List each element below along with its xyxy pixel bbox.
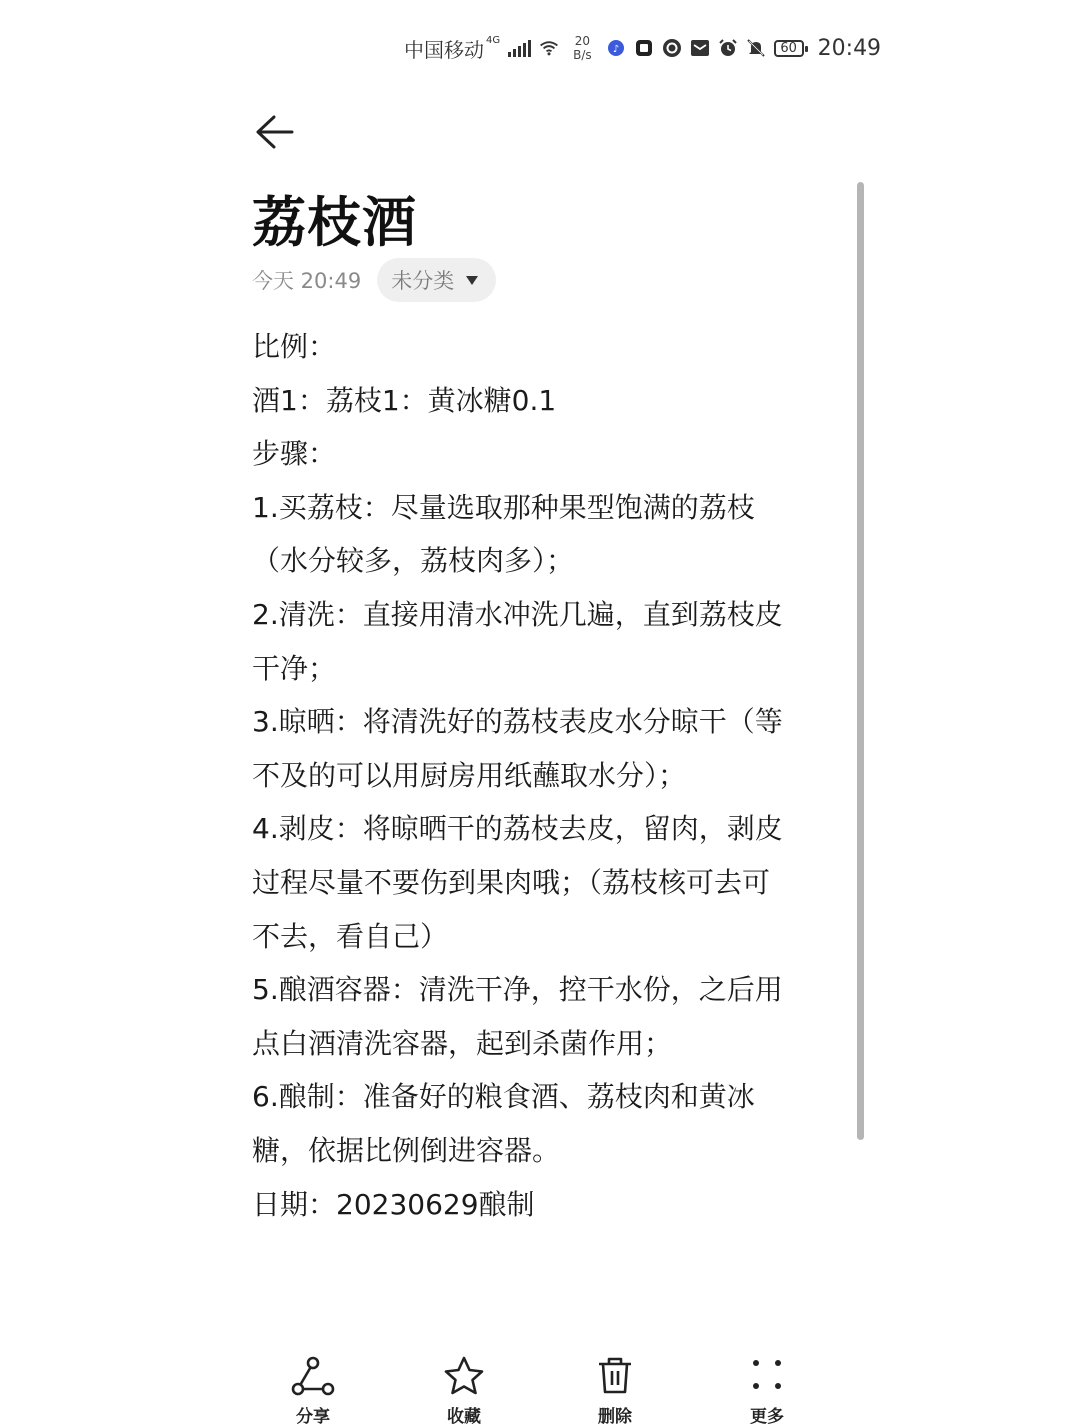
- battery-icon: [774, 40, 804, 57]
- network-type: 4G: [486, 34, 501, 46]
- more-icon: [745, 1356, 789, 1396]
- more-button[interactable]: [717, 1356, 817, 1427]
- star-icon: [442, 1356, 486, 1396]
- note-meta: [252, 258, 496, 302]
- note-line: 点白酒清洗容器，起到杀菌作用；: [252, 1026, 673, 1060]
- favorite-label: 收藏: [447, 1407, 481, 1427]
- bottom-toolbar: [0, 1350, 1080, 1428]
- category-dropdown[interactable]: [377, 258, 496, 302]
- battery-level: 60: [780, 40, 797, 56]
- note-line: 干净；: [252, 651, 337, 685]
- note-date: 今天 20:49: [252, 269, 362, 293]
- carrier-name: 中国移动: [404, 37, 484, 62]
- note-body[interactable]: [252, 320, 822, 1231]
- note-line: 日期：20230629酿制: [252, 1187, 535, 1221]
- share-icon: [291, 1356, 335, 1396]
- note-line: （水分较多，荔枝肉多）；: [252, 544, 575, 578]
- share-label: 分享: [296, 1407, 330, 1427]
- delete-button[interactable]: [565, 1356, 665, 1427]
- status-bar: [404, 30, 881, 66]
- note-line: 6.酿制：准备好的粮食酒、荔枝肉和黄冰: [252, 1080, 755, 1114]
- speed-unit: B/s: [573, 48, 592, 62]
- music-app-icon: [606, 38, 626, 58]
- status-clock: 20:49: [817, 35, 882, 61]
- trash-icon: [593, 1356, 637, 1396]
- note-line: 过程尽量不要伤到果肉哦；（荔枝核可去可: [252, 865, 771, 899]
- app-icon: [634, 38, 654, 58]
- note-line: 5.酿酒容器：清洗干净，控干水份，之后用: [252, 973, 783, 1007]
- note-line: 步骤：: [252, 437, 337, 471]
- arrow-left-icon: [254, 114, 294, 150]
- mail-app-icon: [690, 38, 710, 58]
- category-label: 未分类: [391, 269, 455, 293]
- delete-label: 删除: [598, 1407, 632, 1427]
- note-line: 不去，看自己）: [252, 919, 449, 953]
- network-speed: [573, 34, 592, 62]
- favorite-button[interactable]: [414, 1356, 514, 1427]
- share-button[interactable]: [263, 1356, 363, 1427]
- svg-text:♪: ♪: [612, 44, 619, 55]
- mute-icon: [746, 38, 766, 58]
- note-line: 4.剥皮：将晾晒干的荔枝去皮，留肉，剥皮: [252, 812, 783, 846]
- alarm-icon: [718, 38, 738, 58]
- speed-value: 20: [574, 34, 591, 48]
- note-line: 比例：: [252, 330, 337, 363]
- note-line: 糖，依据比例倒进容器。: [252, 1133, 561, 1167]
- note-line: 酒1：荔枝1：黄冰糖0.1: [252, 383, 557, 417]
- triangle-down-icon: [466, 276, 478, 285]
- note-title[interactable]: 荔枝酒: [252, 191, 417, 254]
- back-button[interactable]: [250, 110, 298, 154]
- more-label: 更多: [750, 1407, 784, 1427]
- wifi-icon: [539, 38, 559, 58]
- note-line: 3.晾晒：将清洗好的荔枝表皮水分晾干（等: [252, 705, 783, 739]
- signal-icon: [508, 39, 531, 57]
- note-line: 2.清洗：直接用清水冲洗几遍，直到荔枝皮: [252, 597, 783, 631]
- note-line: 1.买荔枝：尽量选取那种果型饱满的荔枝: [252, 490, 755, 524]
- scrollbar[interactable]: [857, 182, 864, 1140]
- circle-app-icon: [662, 38, 682, 58]
- note-line: 不及的可以用厨房用纸蘸取水分）；: [252, 758, 687, 792]
